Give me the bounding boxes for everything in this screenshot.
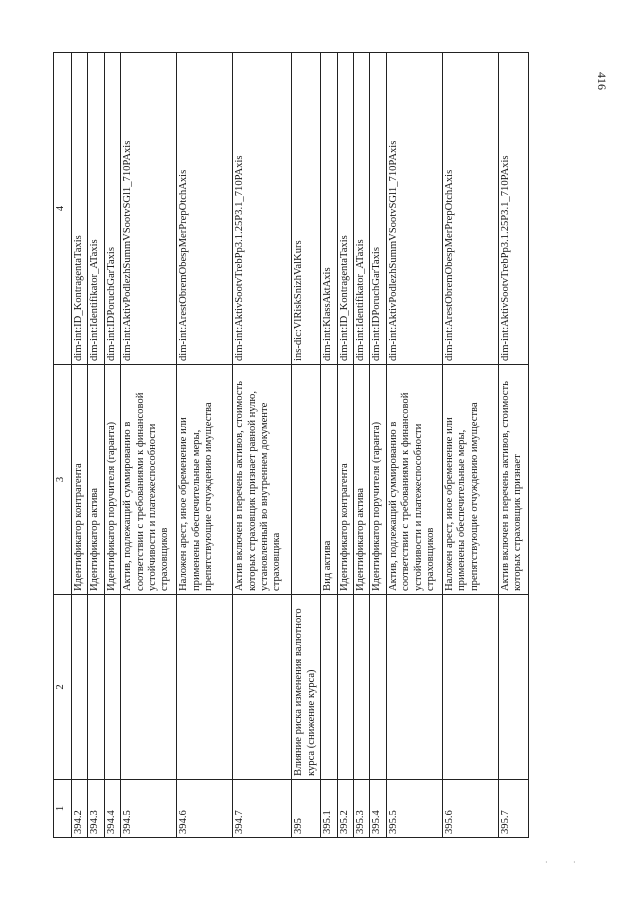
cell-col-3 [292, 365, 321, 595]
cell-col-3: Идентификатор актива [354, 365, 370, 595]
cell-col-3: Актив включен в перечень активов, стоимость которых страховщик признает [498, 365, 528, 595]
cell-col-1: 395.1 [321, 780, 337, 838]
cell-col-4: dim-int:ArestObremObespMerPrepOtchAxis [177, 53, 233, 365]
table-row [337, 53, 353, 838]
cell-col-4: dim-int:AktivPodlezhSummVSootvSGl1_710PAxis [386, 53, 442, 365]
table-body [72, 53, 529, 838]
cell-col-2 [337, 595, 353, 780]
cell-col-2 [498, 595, 528, 780]
cell-col-4: dim-int:IDPoruchGarTaxis [104, 53, 120, 365]
table-row [121, 53, 177, 838]
cell-col-4: dim-int:ID_KontragentaTaxis [337, 53, 353, 365]
scan-artifact: · [545, 858, 548, 867]
cell-col-2 [233, 595, 292, 780]
cell-col-2 [88, 595, 104, 780]
cell-col-3: Идентификатор актива [88, 365, 104, 595]
header-col-3: 3 [54, 365, 72, 595]
cell-col-3: Актив включен в перечень активов, стоимость которых страховщик признает равной нулю, установленный во внутреннем документе страховщика [233, 365, 292, 595]
table-row [442, 53, 498, 838]
table-row [292, 53, 321, 838]
cell-col-2 [370, 595, 386, 780]
cell-col-1: 395.2 [337, 780, 353, 838]
cell-col-4: dim-int:AktivSootvTrebPp3.1.25P3.1_710PAxis [233, 53, 292, 365]
cell-col-2 [177, 595, 233, 780]
header-col-2: 2 [54, 595, 72, 780]
table-row [498, 53, 528, 838]
cell-col-2 [72, 595, 88, 780]
cell-col-4: dim-int:AktivSootvTrebPp3.1.25P3.1_710PAxis [498, 53, 528, 365]
page-number [592, 70, 612, 92]
cell-col-4: dim-int:KlassAktAxis [321, 53, 337, 365]
table-row [72, 53, 88, 838]
cell-col-4: dim-int:IDPoruchGarTaxis [370, 53, 386, 365]
cell-col-3: Вид актива [321, 365, 337, 595]
table-row [321, 53, 337, 838]
cell-col-2 [121, 595, 177, 780]
cell-col-1: 395 [292, 780, 321, 838]
cell-col-1: 394.3 [88, 780, 104, 838]
cell-col-2 [386, 595, 442, 780]
cell-col-1: 395.6 [442, 780, 498, 838]
cell-col-1: 395.7 [498, 780, 528, 838]
cell-col-3: Актив, подлежащий суммированию в соответствии с требованиями к финансовой устойчивости и платежеспособности страховщиков [121, 365, 177, 595]
cell-col-4: ins-dic:VlRiskSnizhValKurs [292, 53, 321, 365]
table-row [370, 53, 386, 838]
cell-col-1: 395.3 [354, 780, 370, 838]
table-row [177, 53, 233, 838]
cell-col-4: dim-int:AktivPodlezhSummVSootvSGl1_710PAxis [121, 53, 177, 365]
cell-col-1: 395.4 [370, 780, 386, 838]
header-col-4: 4 [54, 53, 72, 365]
cell-col-3: Идентификатор поручителя (гаранта) [370, 365, 386, 595]
cell-col-2: Влияние риска изменения валютного курса (снижение курса) [292, 595, 321, 780]
cell-col-4: dim-int:Identifikator_ATaxis [354, 53, 370, 365]
cell-col-2 [104, 595, 120, 780]
cell-col-4: dim-int:ID_KontragentaTaxis [72, 53, 88, 365]
table-row [354, 53, 370, 838]
table-row [233, 53, 292, 838]
cell-col-4: dim-int:Identifikator_ATaxis [88, 53, 104, 365]
cell-col-2 [354, 595, 370, 780]
scan-artifact: · [573, 858, 576, 867]
cell-col-2 [442, 595, 498, 780]
cell-col-1: 394.7 [233, 780, 292, 838]
cell-col-3: Идентификатор поручителя (гаранта) [104, 365, 120, 595]
header-col-1: 1 [54, 780, 72, 838]
cell-col-3: Идентификатор контрагента [337, 365, 353, 595]
cell-col-3: Идентификатор контрагента [72, 365, 88, 595]
cell-col-1: 394.5 [121, 780, 177, 838]
cell-col-3: Наложен арест, иное обременение или применены обеспечительные меры, препятствующие отчуждению имущества [177, 365, 233, 595]
table-row [386, 53, 442, 838]
cell-col-2 [321, 595, 337, 780]
cell-col-1: 394.2 [72, 780, 88, 838]
cell-col-3: Актив, подлежащий суммированию в соответствии с требованиями к финансовой устойчивости и платежеспособности страховщиков [386, 365, 442, 595]
page-number-text: 416 [595, 72, 609, 90]
cell-col-4: dim-int:ArestObremObespMerPrepOtchAxis [442, 53, 498, 365]
table-row [104, 53, 120, 838]
table-row [88, 53, 104, 838]
cell-col-1: 395.5 [386, 780, 442, 838]
cell-col-1: 394.6 [177, 780, 233, 838]
rotated-table-container [53, 53, 555, 838]
header-row [54, 53, 72, 838]
cell-col-1: 394.4 [104, 780, 120, 838]
data-table [53, 52, 529, 838]
cell-col-3: Наложен арест, иное обременение или применены обеспечительные меры, препятствующие отчуждению имущества [442, 365, 498, 595]
